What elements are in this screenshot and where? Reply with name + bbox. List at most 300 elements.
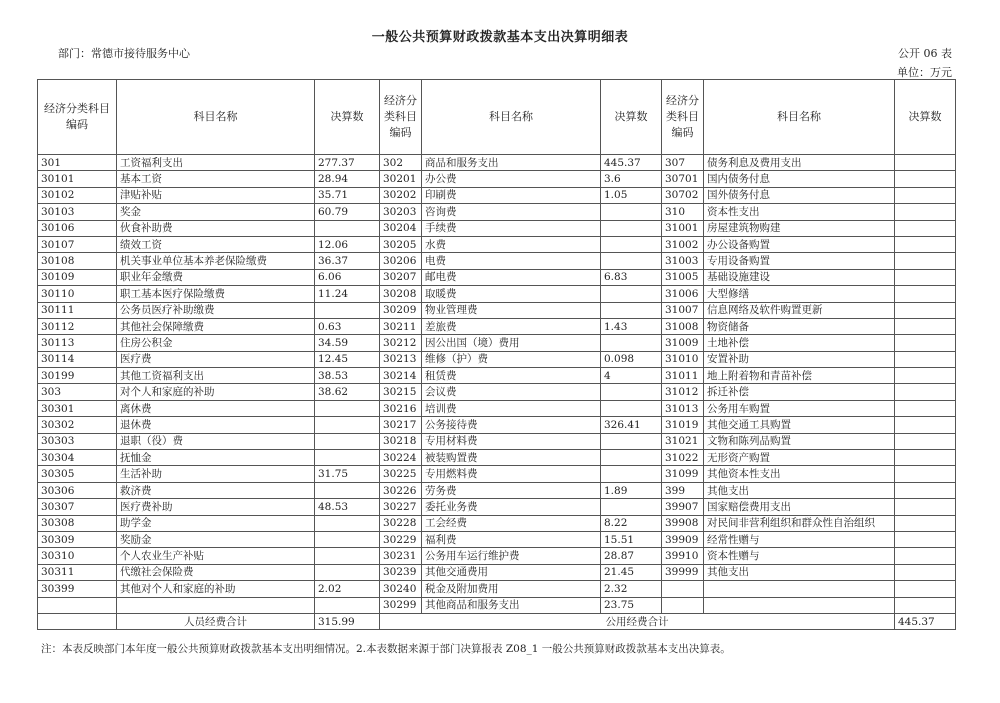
- cell-name-c: 经常性赠与: [704, 531, 895, 547]
- cell-amount-c: [895, 564, 956, 580]
- cell-name-a: 其他对个人和家庭的补助: [117, 581, 315, 597]
- cell-name-c: 其他支出: [704, 482, 895, 498]
- cell-amount-c: [895, 482, 956, 498]
- cell-name-c: [704, 597, 895, 613]
- department-label: 部门：常德市接待服务中心: [58, 47, 190, 60]
- cell-amount-a: 36.37: [315, 253, 380, 269]
- cell-amount-b: [601, 302, 662, 318]
- cell-name-b: 公务接待费: [422, 417, 601, 433]
- cell-amount-a: [315, 450, 380, 466]
- cell-name-c: 对民间非营利组织和群众性自治组织: [704, 515, 895, 531]
- cell-name-b: 印刷费: [422, 187, 601, 203]
- table-row: [38, 531, 956, 547]
- cell-name-b: 专用材料费: [422, 433, 601, 449]
- table-row: [38, 351, 956, 367]
- cell-code-b: 30239: [380, 564, 422, 580]
- table-row: [38, 384, 956, 400]
- cell-code-c: 31002: [662, 236, 704, 252]
- cell-code-a: 30304: [38, 450, 117, 466]
- cell-amount-c: [895, 187, 956, 203]
- cell-amount-a: 28.94: [315, 171, 380, 187]
- cell-code-a: 30103: [38, 204, 117, 220]
- cell-amount-c: [895, 531, 956, 547]
- cell-code-c: [662, 581, 704, 597]
- cell-code-b: 30227: [380, 499, 422, 515]
- cell-name-c: 房屋建筑物购建: [704, 220, 895, 236]
- header-amount-c: 决算数: [895, 80, 956, 155]
- cell-code-a: 303: [38, 384, 117, 400]
- cell-code-c: 31022: [662, 450, 704, 466]
- cell-code-a: [38, 597, 117, 613]
- cell-code-a: 30107: [38, 236, 117, 252]
- cell-code-c: 39909: [662, 531, 704, 547]
- cell-amount-b: [601, 286, 662, 302]
- table-row: [38, 318, 956, 334]
- cell-code-a: 30199: [38, 368, 117, 384]
- cell-amount-a: [315, 531, 380, 547]
- cell-code-b: 30228: [380, 515, 422, 531]
- cell-amount-b: 445.37: [601, 155, 662, 171]
- table-row: [38, 236, 956, 252]
- cell-name-b: 邮电费: [422, 269, 601, 285]
- cell-name-b: 水费: [422, 236, 601, 252]
- cell-code-b: 302: [380, 155, 422, 171]
- cell-code-c: 31005: [662, 269, 704, 285]
- cell-name-b: 差旅费: [422, 318, 601, 334]
- cell-amount-c: [895, 581, 956, 597]
- table-row: [38, 515, 956, 531]
- cell-amount-b: [601, 204, 662, 220]
- cell-amount-a: 6.06: [315, 269, 380, 285]
- cell-code-a: 30308: [38, 515, 117, 531]
- cell-name-c: 其他资本性支出: [704, 466, 895, 482]
- table-header-row: [38, 80, 956, 155]
- cell-code-c: 31008: [662, 318, 704, 334]
- cell-amount-c: [895, 384, 956, 400]
- cell-code-b: 30231: [380, 548, 422, 564]
- cell-amount-a: [315, 433, 380, 449]
- table-body: [38, 155, 956, 614]
- cell-amount-a: [315, 482, 380, 498]
- public-total-label: 公用经费合计: [380, 613, 895, 629]
- cell-code-a: 30112: [38, 318, 117, 334]
- header-name-c: 科目名称: [704, 80, 895, 155]
- header-name-a: 科目名称: [117, 80, 315, 155]
- cell-name-b: 其他商品和服务支出: [422, 597, 601, 613]
- cell-name-b: 维修（护）费: [422, 351, 601, 367]
- cell-amount-a: 12.45: [315, 351, 380, 367]
- cell-name-b: 商品和服务支出: [422, 155, 601, 171]
- cell-name-c: 资本性赠与: [704, 548, 895, 564]
- personnel-total-label: 人员经费合计: [117, 613, 315, 629]
- cell-name-c: 地上附着物和青苗补偿: [704, 368, 895, 384]
- cell-code-a: 30306: [38, 482, 117, 498]
- table-row: [38, 548, 956, 564]
- header-code-a: 经济分类科目编码: [38, 80, 117, 155]
- cell-name-b: 其他交通费用: [422, 564, 601, 580]
- cell-code-c: 30702: [662, 187, 704, 203]
- page-title: 一般公共预算财政拨款基本支出决算明细表: [371, 30, 629, 45]
- cell-amount-b: 326.41: [601, 417, 662, 433]
- cell-name-b: 被装购置费: [422, 450, 601, 466]
- cell-amount-c: [895, 515, 956, 531]
- cell-code-b: 30208: [380, 286, 422, 302]
- cell-code-b: 30217: [380, 417, 422, 433]
- cell-code-c: 307: [662, 155, 704, 171]
- cell-amount-b: 1.43: [601, 318, 662, 334]
- header-code-c: 经济分类科目编码: [662, 80, 704, 155]
- cell-name-a: 医疗费: [117, 351, 315, 367]
- cell-amount-b: [601, 466, 662, 482]
- cell-code-a: 30310: [38, 548, 117, 564]
- cell-name-a: 职业年金缴费: [117, 269, 315, 285]
- cell-code-c: 31007: [662, 302, 704, 318]
- cell-name-a: 退休费: [117, 417, 315, 433]
- cell-name-c: 公务用车购置: [704, 400, 895, 416]
- cell-code-a: 30109: [38, 269, 117, 285]
- cell-name-c: 专用设备购置: [704, 253, 895, 269]
- cell-code-a: 30302: [38, 417, 117, 433]
- form-number: 公开 06 表: [898, 47, 952, 60]
- header-code-b: 经济分类科目编码: [380, 80, 422, 155]
- cell-amount-c: [895, 400, 956, 416]
- cell-amount-b: [601, 236, 662, 252]
- cell-amount-b: 15.51: [601, 531, 662, 547]
- cell-amount-a: 34.59: [315, 335, 380, 351]
- cell-name-c: 基础设施建设: [704, 269, 895, 285]
- table-row: [38, 433, 956, 449]
- cell-name-b: 电费: [422, 253, 601, 269]
- cell-name-a: 抚恤金: [117, 450, 315, 466]
- cell-amount-a: 12.06: [315, 236, 380, 252]
- cell-name-b: 工会经费: [422, 515, 601, 531]
- table-row: [38, 155, 956, 171]
- cell-amount-b: [601, 400, 662, 416]
- cell-amount-b: 1.05: [601, 187, 662, 203]
- cell-code-c: 399: [662, 482, 704, 498]
- header-amount-b: 决算数: [601, 80, 662, 155]
- cell-name-a: 退职（役）费: [117, 433, 315, 449]
- cell-name-a: 公务员医疗补助缴费: [117, 302, 315, 318]
- cell-name-a: 代缴社会保险费: [117, 564, 315, 580]
- cell-name-b: 税金及附加费用: [422, 581, 601, 597]
- cell-code-b: 30214: [380, 368, 422, 384]
- cell-amount-c: [895, 155, 956, 171]
- cell-code-c: 31006: [662, 286, 704, 302]
- cell-name-a: 奖励金: [117, 531, 315, 547]
- cell-name-a: 助学金: [117, 515, 315, 531]
- expense-detail-table: [37, 79, 956, 630]
- cell-name-c: 国内债务付息: [704, 171, 895, 187]
- cell-code-b: 30211: [380, 318, 422, 334]
- cell-name-b: 办公费: [422, 171, 601, 187]
- cell-code-a: 30303: [38, 433, 117, 449]
- cell-amount-c: [895, 302, 956, 318]
- cell-name-a: 住房公积金: [117, 335, 315, 351]
- cell-code-b: 30215: [380, 384, 422, 400]
- cell-amount-b: [601, 499, 662, 515]
- cell-amount-c: [895, 368, 956, 384]
- cell-name-a: 机关事业单位基本养老保险缴费: [117, 253, 315, 269]
- cell-amount-b: 8.22: [601, 515, 662, 531]
- table-row: [38, 204, 956, 220]
- cell-name-a: 奖金: [117, 204, 315, 220]
- cell-amount-a: 277.37: [315, 155, 380, 171]
- cell-amount-c: [895, 351, 956, 367]
- table-row: [38, 400, 956, 416]
- cell-name-b: 委托业务费: [422, 499, 601, 515]
- cell-amount-b: [601, 335, 662, 351]
- cell-amount-b: 3.6: [601, 171, 662, 187]
- cell-amount-b: [601, 384, 662, 400]
- cell-amount-a: [315, 564, 380, 580]
- cell-amount-c: [895, 269, 956, 285]
- cell-name-c: 物资储备: [704, 318, 895, 334]
- cell-code-c: 31012: [662, 384, 704, 400]
- cell-code-c: 31009: [662, 335, 704, 351]
- cell-amount-c: [895, 286, 956, 302]
- cell-code-a: 30311: [38, 564, 117, 580]
- cell-amount-b: 0.098: [601, 351, 662, 367]
- cell-name-c: 土地补偿: [704, 335, 895, 351]
- cell-name-a: 其他工资福利支出: [117, 368, 315, 384]
- cell-code-b: 30209: [380, 302, 422, 318]
- cell-amount-a: [315, 597, 380, 613]
- cell-code-c: 30701: [662, 171, 704, 187]
- cell-code-a: 30301: [38, 400, 117, 416]
- cell-amount-a: [315, 417, 380, 433]
- cell-code-a: 30399: [38, 581, 117, 597]
- cell-code-b: 30225: [380, 466, 422, 482]
- cell-code-c: 31013: [662, 400, 704, 416]
- cell-name-b: 物业管理费: [422, 302, 601, 318]
- cell-amount-c: [895, 417, 956, 433]
- cell-amount-c: [895, 499, 956, 515]
- header-name-b: 科目名称: [422, 80, 601, 155]
- cell-amount-c: [895, 433, 956, 449]
- cell-name-a: 工资福利支出: [117, 155, 315, 171]
- cell-amount-b: 4: [601, 368, 662, 384]
- personnel-total-value: 315.99: [315, 613, 380, 629]
- cell-name-c: 其他交通工具购置: [704, 417, 895, 433]
- cell-code-c: 39910: [662, 548, 704, 564]
- cell-code-a: 30102: [38, 187, 117, 203]
- cell-name-a: 医疗费补助: [117, 499, 315, 515]
- cell-code-b: 30205: [380, 236, 422, 252]
- table-row: [38, 269, 956, 285]
- cell-amount-a: [315, 548, 380, 564]
- cell-code-b: 30240: [380, 581, 422, 597]
- cell-name-b: 劳务费: [422, 482, 601, 498]
- footnote: 注：本表反映部门本年度一般公共预算财政拨款基本支出明细情况。2.本表数据来源于部门决算报表 Z08_1 一般公共预算财政拨款基本支出决算表。: [41, 643, 731, 655]
- table-row: [38, 450, 956, 466]
- cell-name-c: 文物和陈列品购置: [704, 433, 895, 449]
- cell-name-c: 安置补助: [704, 351, 895, 367]
- cell-amount-c: [895, 450, 956, 466]
- cell-amount-b: 1.89: [601, 482, 662, 498]
- cell-code-a: 30111: [38, 302, 117, 318]
- cell-code-c: 310: [662, 204, 704, 220]
- cell-amount-c: [895, 253, 956, 269]
- table-row: [38, 564, 956, 580]
- unit-label: 单位：万元: [897, 66, 952, 79]
- cell-amount-a: [315, 220, 380, 236]
- cell-amount-c: [895, 597, 956, 613]
- cell-amount-b: [601, 253, 662, 269]
- cell-name-a: 对个人和家庭的补助: [117, 384, 315, 400]
- cell-code-b: 30206: [380, 253, 422, 269]
- cell-code-a: 30305: [38, 466, 117, 482]
- totals-row: [38, 613, 956, 629]
- public-total-value: 445.37: [895, 613, 956, 629]
- cell-code-b: 30203: [380, 204, 422, 220]
- cell-amount-a: 0.63: [315, 318, 380, 334]
- table-row: [38, 466, 956, 482]
- cell-name-c: 大型修缮: [704, 286, 895, 302]
- cell-amount-c: [895, 318, 956, 334]
- cell-name-a: [117, 597, 315, 613]
- cell-name-a: 基本工资: [117, 171, 315, 187]
- cell-code-a: 30114: [38, 351, 117, 367]
- cell-amount-a: 2.02: [315, 581, 380, 597]
- cell-code-c: [662, 597, 704, 613]
- cell-code-c: 31003: [662, 253, 704, 269]
- cell-code-c: 31021: [662, 433, 704, 449]
- cell-code-b: 30213: [380, 351, 422, 367]
- cell-name-a: 伙食补助费: [117, 220, 315, 236]
- cell-name-c: 无形资产购置: [704, 450, 895, 466]
- cell-code-b: 30229: [380, 531, 422, 547]
- cell-amount-b: [601, 450, 662, 466]
- table-row: [38, 253, 956, 269]
- cell-amount-a: [315, 400, 380, 416]
- cell-name-b: 专用燃料费: [422, 466, 601, 482]
- table-row: [38, 581, 956, 597]
- cell-amount-a: [315, 515, 380, 531]
- cell-amount-a: 48.53: [315, 499, 380, 515]
- table-row: [38, 368, 956, 384]
- cell-code-a: 30113: [38, 335, 117, 351]
- cell-code-b: 30218: [380, 433, 422, 449]
- cell-code-a: 30309: [38, 531, 117, 547]
- cell-code-b: 30202: [380, 187, 422, 203]
- cell-code-b: 30212: [380, 335, 422, 351]
- cell-code-a: 30106: [38, 220, 117, 236]
- cell-name-a: 生活补助: [117, 466, 315, 482]
- cell-code-a: 301: [38, 155, 117, 171]
- table-row: [38, 220, 956, 236]
- cell-amount-b: 6.83: [601, 269, 662, 285]
- cell-name-a: 个人农业生产补贴: [117, 548, 315, 564]
- cell-code-c: 31001: [662, 220, 704, 236]
- table-row: [38, 171, 956, 187]
- cell-amount-a: 35.71: [315, 187, 380, 203]
- table-row: [38, 417, 956, 433]
- cell-amount-c: [895, 335, 956, 351]
- cell-code-b: 30216: [380, 400, 422, 416]
- cell-name-a: 救济费: [117, 482, 315, 498]
- cell-amount-b: 28.87: [601, 548, 662, 564]
- cell-name-a: 绩效工资: [117, 236, 315, 252]
- cell-name-a: 职工基本医疗保险缴费: [117, 286, 315, 302]
- cell-name-b: 培训费: [422, 400, 601, 416]
- cell-amount-c: [895, 236, 956, 252]
- cell-name-a: 其他社会保障缴费: [117, 318, 315, 334]
- cell-name-b: 会议费: [422, 384, 601, 400]
- table-row: [38, 335, 956, 351]
- table-row: [38, 499, 956, 515]
- table-row: [38, 187, 956, 203]
- table-row: [38, 286, 956, 302]
- cell-amount-a: 11.24: [315, 286, 380, 302]
- cell-code-c: 39999: [662, 564, 704, 580]
- cell-code-b: 30201: [380, 171, 422, 187]
- cell-name-c: 其他支出: [704, 564, 895, 580]
- cell-amount-a: [315, 302, 380, 318]
- cell-name-c: 办公设备购置: [704, 236, 895, 252]
- cell-name-b: 咨询费: [422, 204, 601, 220]
- cell-name-c: 国外债务付息: [704, 187, 895, 203]
- cell-name-c: 信息网络及软件购置更新: [704, 302, 895, 318]
- cell-amount-a: 38.53: [315, 368, 380, 384]
- cell-amount-b: [601, 220, 662, 236]
- cell-name-c: 拆迁补偿: [704, 384, 895, 400]
- cell-name-b: 租赁费: [422, 368, 601, 384]
- cell-amount-a: 60.79: [315, 204, 380, 220]
- cell-amount-c: [895, 171, 956, 187]
- cell-code-c: 31099: [662, 466, 704, 482]
- cell-name-b: 取暖费: [422, 286, 601, 302]
- cell-amount-c: [895, 220, 956, 236]
- cell-code-a: 30110: [38, 286, 117, 302]
- cell-code-a: 30101: [38, 171, 117, 187]
- cell-name-b: 因公出国（境）费用: [422, 335, 601, 351]
- cell-amount-a: 38.62: [315, 384, 380, 400]
- header-amount-a: 决算数: [315, 80, 380, 155]
- cell-code-c: 39907: [662, 499, 704, 515]
- cell-code-b: 30226: [380, 482, 422, 498]
- cell-code-a: 30108: [38, 253, 117, 269]
- cell-name-c: 债务利息及费用支出: [704, 155, 895, 171]
- cell-code-c: 39908: [662, 515, 704, 531]
- cell-name-c: 国家赔偿费用支出: [704, 499, 895, 515]
- cell-amount-c: [895, 548, 956, 564]
- cell-amount-b: [601, 433, 662, 449]
- cell-name-c: 资本性支出: [704, 204, 895, 220]
- table-row: [38, 597, 956, 613]
- cell-name-b: 福利费: [422, 531, 601, 547]
- cell-code-c: 31010: [662, 351, 704, 367]
- cell-name-b: 手续费: [422, 220, 601, 236]
- cell-name-c: [704, 581, 895, 597]
- cell-name-b: 公务用车运行维护费: [422, 548, 601, 564]
- table-row: [38, 302, 956, 318]
- cell-code-b: 30299: [380, 597, 422, 613]
- cell-code-a: 30307: [38, 499, 117, 515]
- table-row: [38, 482, 956, 498]
- cell-code-b: 30207: [380, 269, 422, 285]
- cell-amount-c: [895, 466, 956, 482]
- cell-code-b: 30224: [380, 450, 422, 466]
- cell-code-c: 31011: [662, 368, 704, 384]
- cell-amount-b: 21.45: [601, 564, 662, 580]
- cell-amount-b: 2.32: [601, 581, 662, 597]
- cell-code-b: 30204: [380, 220, 422, 236]
- cell-code-c: 31019: [662, 417, 704, 433]
- cell-amount-a: 31.75: [315, 466, 380, 482]
- cell-amount-c: [895, 204, 956, 220]
- cell-name-a: 离休费: [117, 400, 315, 416]
